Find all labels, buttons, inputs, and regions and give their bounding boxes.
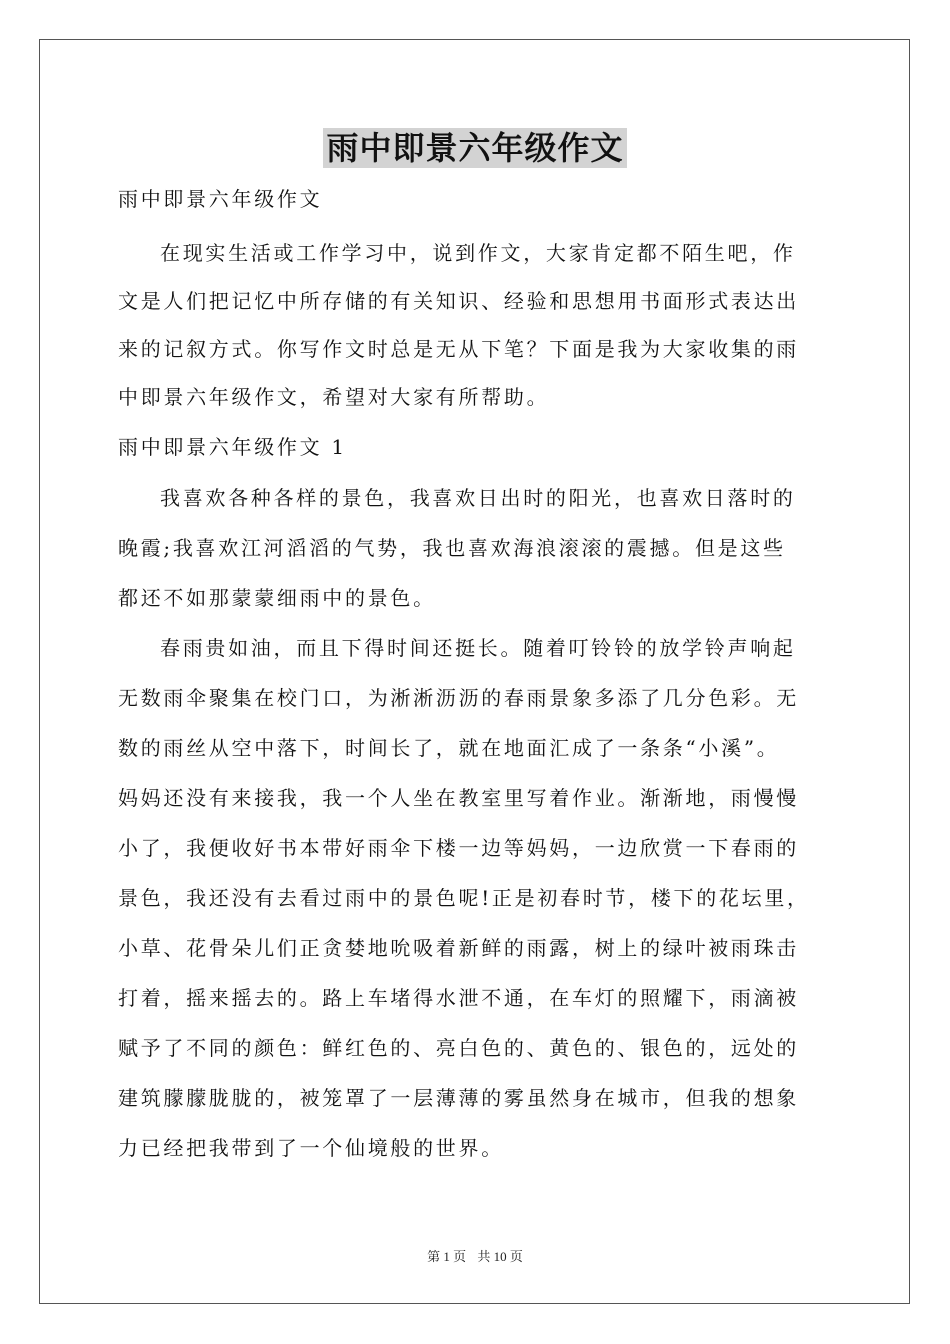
paragraph-line: 赋予了不同的颜色：鲜红色的、亮白色的、黄色的、银色的，远处的	[118, 1036, 799, 1060]
paragraph-line: 来的记叙方式。你写作文时总是无从下笔？下面是我为大家收集的雨	[118, 337, 799, 361]
paragraph-line: 文是人们把记忆中所存储的有关知识、经验和思想用书面形式表达出	[118, 289, 799, 313]
paragraph-line: 晚霞;我喜欢江河滔滔的气势，我也喜欢海浪滚滚的震撼。但是这些	[118, 536, 786, 560]
title-area	[0, 128, 950, 168]
paragraph-2	[118, 623, 833, 1173]
page-total: 共 10 页	[477, 1249, 523, 1264]
page-number: 第 1 页	[427, 1249, 467, 1264]
section-heading: 雨中即景六年级作文 1	[118, 435, 347, 459]
paragraph-line: 小草、花骨朵儿们正贪婪地吮吸着新鲜的雨露，树上的绿叶被雨珠击	[118, 936, 799, 960]
paragraph-line: 都还不如那蒙蒙细雨中的景色。	[118, 586, 436, 610]
paragraph-line: 小了，我便收好书本带好雨伞下楼一边等妈妈，一边欣赏一下春雨的	[118, 836, 799, 860]
page-footer	[0, 1246, 950, 1265]
subtitle: 雨中即景六年级作文	[118, 187, 323, 211]
paragraph-line: 力已经把我带到了一个仙境般的世界。	[118, 1136, 504, 1160]
document-body	[118, 179, 833, 1173]
paragraph-line: 景色，我还没有去看过雨中的景色呢!正是初春时节，楼下的花坛里，	[118, 886, 810, 910]
paragraph-line: 我喜欢各种各样的景色，我喜欢日出时的阳光，也喜欢日落时的	[160, 486, 796, 510]
paragraph-line: 打着，摇来摇去的。路上车堵得水泄不通，在车灯的照耀下，雨滴被	[118, 986, 799, 1010]
paragraph-line: 无数雨伞聚集在校门口，为淅淅沥沥的春雨景象多添了几分色彩。无	[118, 686, 799, 710]
paragraph-line: 建筑朦朦胧胧的，被笼罩了一层薄薄的雾虽然身在城市，但我的想象	[118, 1086, 799, 1110]
paragraph-line: 在现实生活或工作学习中，说到作文，大家肯定都不陌生吧，作	[160, 241, 796, 265]
intro-paragraph	[118, 229, 833, 421]
paragraph-1	[118, 473, 833, 623]
paragraph-line: 春雨贵如油，而且下得时间还挺长。随着叮铃铃的放学铃声响起	[160, 636, 796, 660]
paragraph-line: 数的雨丝从空中落下，时间长了，就在地面汇成了一条条“小溪”。	[118, 736, 780, 760]
document-title: 雨中即景六年级作文	[323, 128, 626, 168]
paragraph-line: 妈妈还没有来接我，我一个人坐在教室里写着作业。渐渐地，雨慢慢	[118, 786, 799, 810]
paragraph-line: 中即景六年级作文，希望对大家有所帮助。	[118, 385, 550, 409]
